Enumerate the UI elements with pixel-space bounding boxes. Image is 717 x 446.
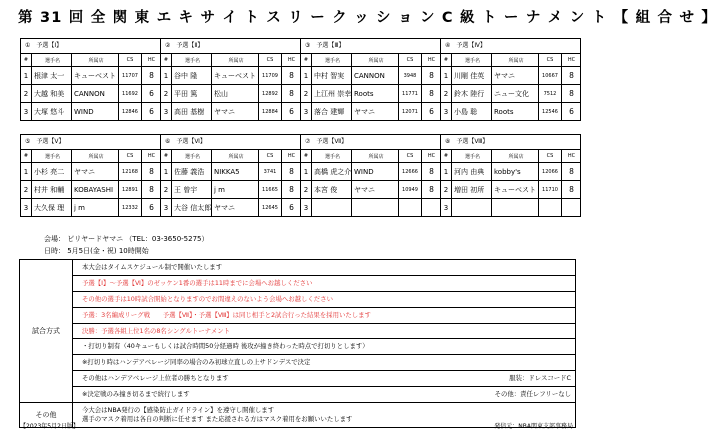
- rule-line: [73, 292, 575, 308]
- column-header-club: 所属店: [352, 54, 399, 67]
- page-title: 第 31 回 全 関 東 エ キ サ イ ト ス リ ー ク ッ シ ョ ン C 級 ト ー ナ メ ン ト 【 組 合 せ 】: [18, 10, 717, 26]
- player-cs: 12645: [259, 199, 282, 217]
- group-label: 予選【Ⅰ】: [36, 42, 63, 49]
- column-header-cs: CS: [259, 54, 282, 67]
- other-line: 選手のマスク着用は各自の判断に任せます また応援される方はマスク着用をお願いいたします: [82, 415, 353, 424]
- player-name: 川剛 佳英: [452, 67, 492, 85]
- players-table: [301, 54, 441, 120]
- table-row: [21, 67, 161, 85]
- player-club: 松山: [212, 85, 259, 103]
- table-row: [21, 199, 161, 217]
- player-club: キューベスト: [492, 181, 539, 199]
- player-club: j m: [72, 199, 119, 217]
- match-format-label: 試合方式: [20, 260, 73, 403]
- column-header-name: 選手名: [172, 54, 212, 67]
- column-header-hc: HC: [142, 54, 162, 67]
- player-cs: 10949: [399, 181, 422, 199]
- rule-right-note: 服装：ドレスコードC: [509, 374, 571, 383]
- column-header-hc: HC: [282, 150, 302, 163]
- rule-text: 本大会はタイムスケジュール制で開催いたします: [82, 263, 223, 271]
- table-row: [21, 163, 161, 181]
- player-cs: 12884: [259, 103, 282, 121]
- player-number: 1: [21, 67, 32, 85]
- date-line: 日時： 5月5日(金・祝) 10時開始: [44, 247, 149, 255]
- group-number: ⑦: [305, 138, 311, 145]
- player-number: 1: [21, 163, 32, 181]
- player-name: [452, 199, 492, 217]
- column-header-cs: CS: [399, 150, 422, 163]
- player-name: 鈴木 陸行: [452, 85, 492, 103]
- rule-line: [73, 387, 575, 402]
- table-header-row: [21, 150, 161, 163]
- player-number: 1: [441, 163, 452, 181]
- player-hc: 8: [422, 67, 442, 85]
- player-club: CANNON: [352, 67, 399, 85]
- group-number: ⑧: [445, 138, 451, 145]
- table-row: [161, 67, 301, 85]
- group-number: ⑥: [165, 138, 171, 145]
- player-cs: 3741: [259, 163, 282, 181]
- table-row: [301, 199, 441, 217]
- players-table: [301, 150, 441, 216]
- player-name: [312, 199, 352, 217]
- player-number: 2: [21, 85, 32, 103]
- match-format-row: [20, 260, 576, 403]
- rules-table: [19, 259, 576, 428]
- rule-right-note: その他：責任レフリーなし: [494, 390, 571, 399]
- player-club: ヤマニ: [352, 181, 399, 199]
- player-hc: 8: [282, 163, 302, 181]
- column-header-num: #: [441, 150, 452, 163]
- column-header-cs: CS: [399, 54, 422, 67]
- player-cs: 12891: [119, 181, 142, 199]
- player-hc: 6: [562, 103, 582, 121]
- player-cs: 11709: [259, 67, 282, 85]
- column-header-club: 所属店: [492, 150, 539, 163]
- table-row: [21, 85, 161, 103]
- player-name: 村井 和輔: [32, 181, 72, 199]
- column-header-hc: HC: [282, 54, 302, 67]
- group-label: 予選【Ⅶ】: [316, 138, 348, 145]
- player-name: 河内 由典: [452, 163, 492, 181]
- player-cs: [539, 199, 562, 217]
- column-header-cs: CS: [119, 54, 142, 67]
- rule-text: その他の選手は10時試合開始となりますのでお間違えのないよう会場へお越しください: [82, 294, 333, 303]
- group-header: [301, 39, 440, 54]
- player-number: 2: [161, 181, 172, 199]
- column-header-num: #: [441, 54, 452, 67]
- table-header-row: [441, 150, 581, 163]
- player-name: 中村 智実: [312, 67, 352, 85]
- rule-text: その他はハンデアベレージ上位者の勝ちとなります: [82, 374, 229, 383]
- group-card: [20, 134, 161, 217]
- column-header-cs: CS: [539, 54, 562, 67]
- column-header-name: 選手名: [312, 54, 352, 67]
- player-club: ヤマニ: [212, 103, 259, 121]
- group-label: 予選【Ⅳ】: [456, 42, 486, 49]
- player-number: 2: [441, 85, 452, 103]
- table-row: [441, 103, 581, 121]
- player-club: ヤマニ: [492, 67, 539, 85]
- player-club: ニュー文化: [492, 85, 539, 103]
- rule-line: [73, 355, 575, 371]
- footer-version: 【2023年5月2日版】: [20, 423, 79, 430]
- column-header-num: #: [161, 54, 172, 67]
- column-header-cs: CS: [539, 150, 562, 163]
- column-header-hc: HC: [142, 150, 162, 163]
- player-name: 平田 篤: [172, 85, 212, 103]
- table-header-row: [441, 54, 581, 67]
- column-header-hc: HC: [422, 54, 442, 67]
- column-header-club: 所属店: [352, 150, 399, 163]
- column-header-club: 所属店: [492, 54, 539, 67]
- match-format-content: [73, 260, 576, 403]
- player-club: Roots: [492, 103, 539, 121]
- rule-text: 決勝：予選各組上位1名の8名シングルトーナメント: [82, 326, 230, 335]
- group-card: [160, 38, 301, 121]
- player-name: 根津 太一: [32, 67, 72, 85]
- player-cs: 11665: [259, 181, 282, 199]
- player-cs: 3948: [399, 67, 422, 85]
- column-header-name: 選手名: [32, 150, 72, 163]
- table-row: [161, 199, 301, 217]
- table-row: [301, 181, 441, 199]
- table-row: [441, 85, 581, 103]
- player-club: キューベスト: [212, 67, 259, 85]
- player-name: 高田 基樹: [172, 103, 212, 121]
- player-hc: 8: [422, 85, 442, 103]
- player-number: 2: [21, 181, 32, 199]
- player-cs: 11710: [539, 181, 562, 199]
- player-name: 小杉 亮二: [32, 163, 72, 181]
- player-club: ヤマニ: [212, 199, 259, 217]
- table-header-row: [301, 54, 441, 67]
- player-hc: 8: [422, 181, 442, 199]
- group-number: ⑤: [25, 138, 31, 145]
- column-header-club: 所属店: [212, 54, 259, 67]
- player-hc: [562, 199, 582, 217]
- table-row: [441, 163, 581, 181]
- player-cs: 12892: [259, 85, 282, 103]
- rule-text: ・打切り制有（40キューもしくは試合時間50分経過時 後攻が撞き終わった時点で打切りとします）: [82, 342, 369, 351]
- player-club: Roots: [352, 85, 399, 103]
- column-header-num: #: [21, 150, 32, 163]
- player-club: WIND: [72, 103, 119, 121]
- column-header-hc: HC: [422, 150, 442, 163]
- player-cs: 12666: [399, 163, 422, 181]
- player-name: 上江州 崇幸: [312, 85, 352, 103]
- column-header-num: #: [301, 54, 312, 67]
- other-row: [20, 403, 576, 428]
- group-number: ②: [165, 42, 171, 49]
- column-header-name: 選手名: [452, 54, 492, 67]
- table-row: [161, 85, 301, 103]
- group-header: [441, 39, 580, 54]
- player-number: 1: [441, 67, 452, 85]
- player-club: [352, 199, 399, 217]
- player-number: 2: [161, 85, 172, 103]
- column-header-name: 選手名: [312, 150, 352, 163]
- player-number: 3: [21, 103, 32, 121]
- rule-text: 予選：3名編成リーグ戦 予選【Ⅶ】・予選【Ⅷ】は同じ相手と2試合行った結果を採用いたします: [82, 310, 371, 319]
- rule-text: ※決定戦のみ撞き切るまで続行します: [82, 390, 190, 399]
- rule-line: [73, 324, 575, 340]
- group-number: ④: [445, 42, 451, 49]
- table-row: [21, 103, 161, 121]
- venue-line: 会場： ビリヤードヤマニ （TEL：03-3650-5275）: [44, 235, 209, 243]
- player-name: 大久保 理: [32, 199, 72, 217]
- player-name: 本宮 俊: [312, 181, 352, 199]
- player-hc: 8: [142, 181, 162, 199]
- group-number: ③: [305, 42, 311, 49]
- group-card: [440, 134, 581, 217]
- player-hc: 8: [142, 67, 162, 85]
- rule-line: [73, 276, 575, 292]
- player-number: 3: [301, 199, 312, 217]
- player-number: 1: [301, 163, 312, 181]
- table-row: [161, 163, 301, 181]
- group-card: [300, 38, 441, 121]
- player-club: j m: [212, 181, 259, 199]
- rule-line: [73, 260, 575, 276]
- group-card: [300, 134, 441, 217]
- table-row: [301, 85, 441, 103]
- table-row: [441, 181, 581, 199]
- table-row: [161, 181, 301, 199]
- player-hc: 8: [282, 85, 302, 103]
- player-number: 3: [441, 199, 452, 217]
- player-name: 大谷 信太郎: [172, 199, 212, 217]
- player-club: NIKKA5: [212, 163, 259, 181]
- player-hc: 8: [422, 163, 442, 181]
- other-line: 今大会はNBA発行の【感染防止ガイドライン】を遵守し開催します: [82, 406, 275, 415]
- column-header-cs: CS: [259, 150, 282, 163]
- player-hc: 6: [142, 85, 162, 103]
- player-hc: 6: [282, 199, 302, 217]
- player-hc: 6: [282, 103, 302, 121]
- players-table: [441, 150, 581, 216]
- player-number: 3: [161, 103, 172, 121]
- column-header-name: 選手名: [32, 54, 72, 67]
- rules-lines: [73, 260, 575, 402]
- table-row: [301, 163, 441, 181]
- player-hc: 8: [282, 181, 302, 199]
- player-number: 1: [161, 67, 172, 85]
- player-hc: 8: [562, 85, 582, 103]
- player-hc: [422, 199, 442, 217]
- player-number: 1: [161, 163, 172, 181]
- player-number: 2: [301, 85, 312, 103]
- player-cs: 10667: [539, 67, 562, 85]
- group-header: [301, 135, 440, 150]
- player-hc: 8: [562, 163, 582, 181]
- column-header-club: 所属店: [72, 150, 119, 163]
- group-header: [21, 135, 160, 150]
- player-number: 2: [301, 181, 312, 199]
- player-cs: 7512: [539, 85, 562, 103]
- players-table: [441, 54, 581, 120]
- player-hc: 8: [282, 67, 302, 85]
- group-header: [161, 135, 300, 150]
- player-number: 3: [21, 199, 32, 217]
- group-label: 予選【Ⅵ】: [176, 138, 206, 145]
- player-hc: 8: [562, 67, 582, 85]
- column-header-club: 所属店: [212, 150, 259, 163]
- table-row: [21, 181, 161, 199]
- footer-issuer: 発信元：NBA関東支部事務局: [494, 423, 573, 430]
- column-header-num: #: [301, 150, 312, 163]
- player-cs: 11692: [119, 85, 142, 103]
- player-club: [492, 199, 539, 217]
- column-header-num: #: [161, 150, 172, 163]
- group-label: 予選【Ⅴ】: [36, 138, 65, 145]
- column-header-num: #: [21, 54, 32, 67]
- player-cs: 12546: [539, 103, 562, 121]
- player-club: WIND: [352, 163, 399, 181]
- table-header-row: [21, 54, 161, 67]
- player-number: 2: [441, 181, 452, 199]
- table-header-row: [301, 150, 441, 163]
- column-header-hc: HC: [562, 150, 582, 163]
- table-header-row: [161, 150, 301, 163]
- player-name: 谷中 隆: [172, 67, 212, 85]
- group-label: 予選【Ⅷ】: [456, 138, 489, 145]
- player-club: ヤマニ: [352, 103, 399, 121]
- player-club: ヤマニ: [72, 163, 119, 181]
- group-label: 予選【Ⅲ】: [316, 42, 345, 49]
- column-header-club: 所属店: [72, 54, 119, 67]
- player-hc: 6: [142, 199, 162, 217]
- player-cs: [399, 199, 422, 217]
- table-row: [161, 103, 301, 121]
- player-cs: 12168: [119, 163, 142, 181]
- players-table: [21, 150, 161, 216]
- column-header-cs: CS: [119, 150, 142, 163]
- player-club: KOBAYASHI: [72, 181, 119, 199]
- rule-line: [73, 371, 575, 387]
- player-club: CANNON: [72, 85, 119, 103]
- group-header: [161, 39, 300, 54]
- player-number: 3: [301, 103, 312, 121]
- table-row: [441, 67, 581, 85]
- table-header-row: [161, 54, 301, 67]
- player-name: 高橋 虎之介: [312, 163, 352, 181]
- table-row: [441, 199, 581, 217]
- column-header-name: 選手名: [172, 150, 212, 163]
- player-cs: 12066: [539, 163, 562, 181]
- player-cs: 12332: [119, 199, 142, 217]
- group-header: [441, 135, 580, 150]
- player-name: 大越 和美: [32, 85, 72, 103]
- player-hc: 8: [562, 181, 582, 199]
- players-table: [161, 54, 301, 120]
- player-name: 落合 建輝: [312, 103, 352, 121]
- group-card: [20, 38, 161, 121]
- player-name: 佐藤 義浩: [172, 163, 212, 181]
- group-header: [21, 39, 160, 54]
- players-table: [161, 150, 301, 216]
- column-header-hc: HC: [562, 54, 582, 67]
- table-row: [301, 67, 441, 85]
- player-name: 大塚 悠斗: [32, 103, 72, 121]
- players-table: [21, 54, 161, 120]
- table-row: [301, 103, 441, 121]
- rule-text: ※打切り時はハンデアベレージ同率の場合のみ初球立直しの上サドンデスで決定: [82, 358, 311, 367]
- player-hc: 6: [422, 103, 442, 121]
- group-label: 予選【Ⅱ】: [176, 42, 204, 49]
- player-hc: 6: [142, 103, 162, 121]
- group-card: [440, 38, 581, 121]
- other-label: その他: [20, 403, 73, 428]
- player-cs: 11707: [119, 67, 142, 85]
- player-club: kobby's: [492, 163, 539, 181]
- rule-line: [73, 339, 575, 355]
- group-card: [160, 134, 301, 217]
- player-club: キューベスト: [72, 67, 119, 85]
- group-number: ①: [25, 42, 31, 49]
- player-name: 増田 初所: [452, 181, 492, 199]
- rule-text: 予選【Ⅰ】～予選【Ⅵ】のゼッケン1番の選手は11時までに会場へお越しください: [82, 278, 313, 287]
- player-cs: 11771: [399, 85, 422, 103]
- player-cs: 12071: [399, 103, 422, 121]
- rule-line: [73, 308, 575, 324]
- player-name: 王 曾宇: [172, 181, 212, 199]
- player-cs: 12846: [119, 103, 142, 121]
- player-hc: 8: [142, 163, 162, 181]
- player-name: 小島 聡: [452, 103, 492, 121]
- player-number: 3: [441, 103, 452, 121]
- player-number: 3: [161, 199, 172, 217]
- player-number: 1: [301, 67, 312, 85]
- column-header-name: 選手名: [452, 150, 492, 163]
